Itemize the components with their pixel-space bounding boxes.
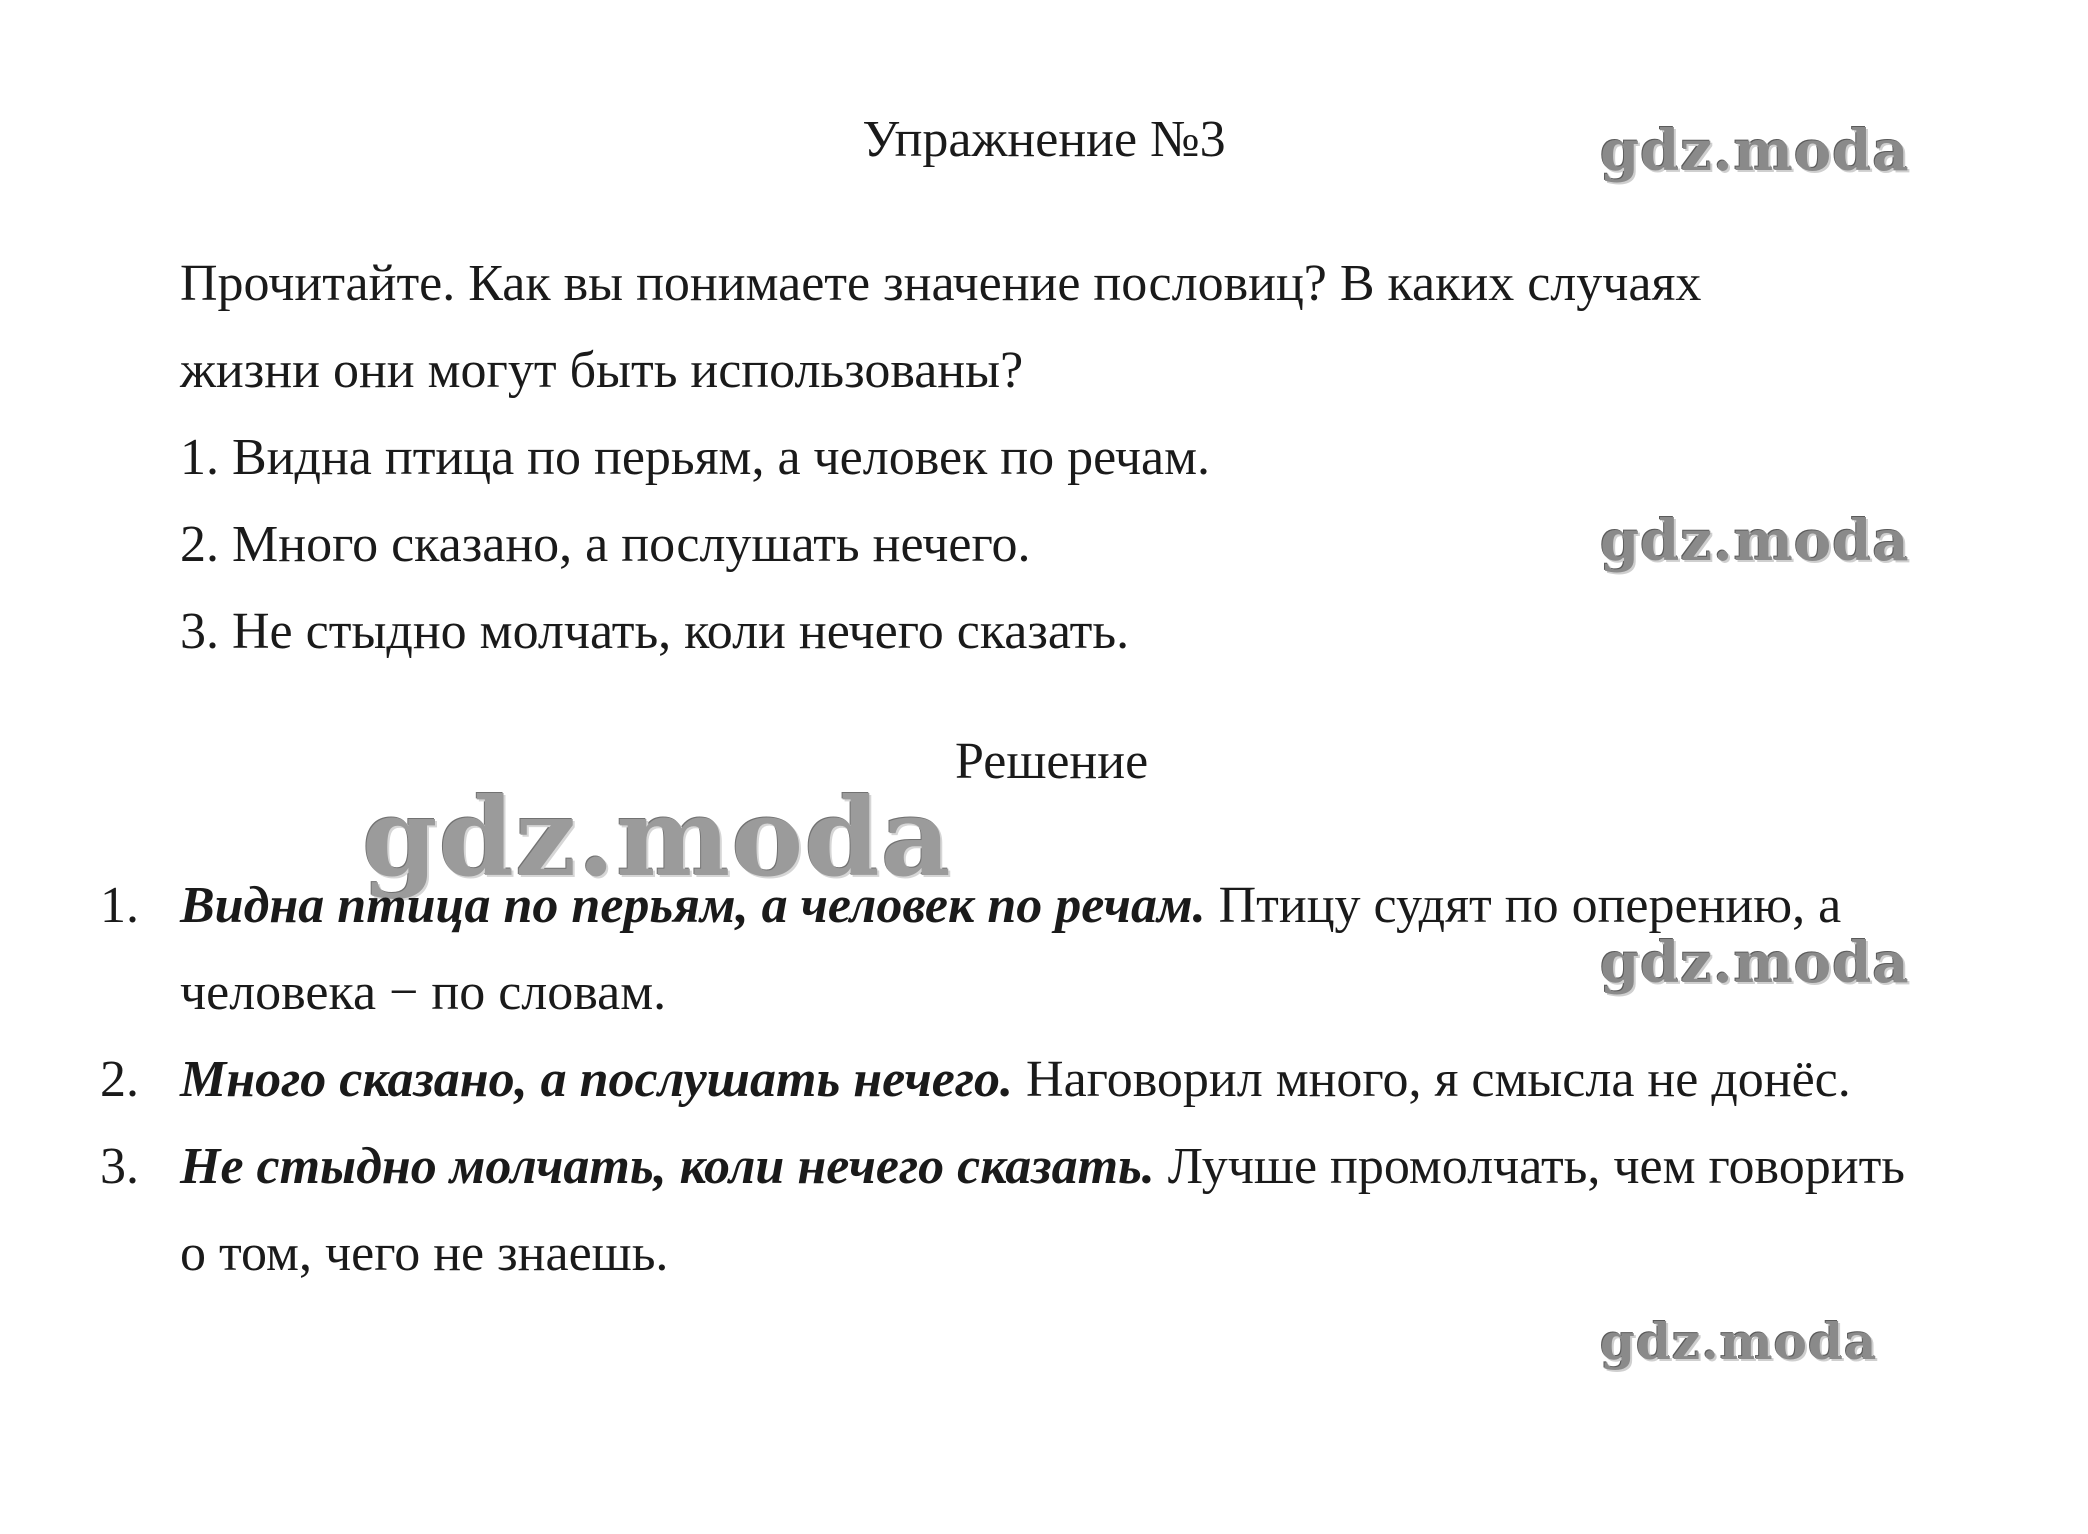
answers-list xyxy=(100,862,1940,1297)
watermark-logo: gdz.moda xyxy=(1600,1312,1878,1371)
answer-item xyxy=(100,1036,1940,1123)
answer-explanation: Лучше промолчать, чем говорить о том, чего не знаешь. xyxy=(180,1138,1906,1282)
solution-heading: Решение xyxy=(955,733,1149,790)
answer-number: 3. xyxy=(100,1138,139,1195)
answer-proverb: Не стыдно молчать, коли нечего сказать. xyxy=(180,1138,1168,1195)
answer-explanation: Птицу судят по оперению, а человека − по словам. xyxy=(180,877,1842,1021)
proverb-item: 2. Много сказано, а послушать нечего. xyxy=(180,516,1031,573)
answer-proverb: Видна птица по перьям, а человек по речам. xyxy=(180,877,1219,934)
watermark-logo: gdz.moda xyxy=(1600,508,1910,574)
answer-item xyxy=(100,862,1940,1036)
watermark-logo-large: gdz.moda xyxy=(362,775,952,901)
answer-number: 1. xyxy=(100,877,139,934)
watermark-logo: gdz.moda xyxy=(1600,930,1910,996)
proverb-item: 3. Не стыдно молчать, коли нечего сказать. xyxy=(180,603,1130,660)
answer-proverb: Много сказано, а послушать нечего. xyxy=(180,1051,1027,1108)
exercise-title: Упражнение №3 xyxy=(862,111,1226,168)
proverb-item: 1. Видна птица по перьям, а человек по речам. xyxy=(180,429,1211,486)
answer-number: 2. xyxy=(100,1051,139,1108)
watermark-logo: gdz.moda xyxy=(1600,118,1910,184)
task-question-line-1: Прочитайте. Как вы понимаете значение пословиц? В каких случаях xyxy=(180,255,1702,312)
task-text xyxy=(180,240,1940,675)
answer-explanation: Наговорил много, я смысла не донёс. xyxy=(1026,1051,1851,1108)
answer-item xyxy=(100,1123,1940,1297)
task-question-line-2: жизни они могут быть использованы? xyxy=(180,342,1024,399)
